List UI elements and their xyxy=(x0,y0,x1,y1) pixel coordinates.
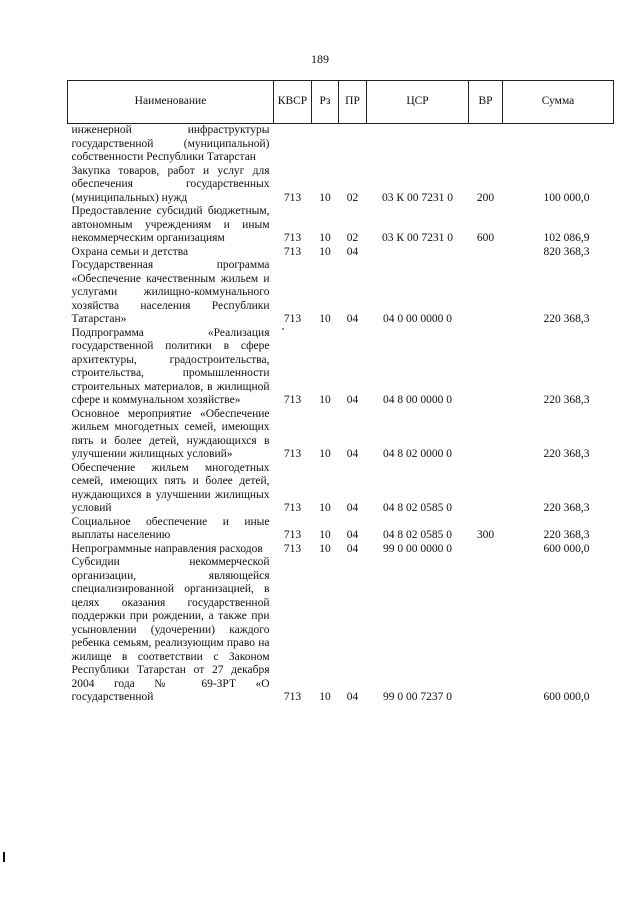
header-vr: ВР xyxy=(469,81,503,124)
cell-sum: 220 368,3 xyxy=(543,313,590,325)
cell-pr: 04 xyxy=(346,448,359,460)
cell-rz: 10 xyxy=(319,245,331,258)
cell-kvsr: 713 xyxy=(283,448,302,460)
cell-csr: 04 8 02 0000 0 xyxy=(383,448,452,460)
table-row xyxy=(68,327,614,408)
cell-vr xyxy=(469,408,503,462)
cell-vr: 600 xyxy=(476,232,495,244)
table-row xyxy=(68,543,614,557)
cell-name: Государственная программа «Обеспечение качественным жильем и услугами жилищно-коммунального хозяйства населения Республики Татарстан» xyxy=(71,259,270,325)
cell-vr xyxy=(469,246,503,260)
cell-rz: 10 xyxy=(319,542,331,555)
cell-pr: 04 xyxy=(346,542,359,555)
cell-vr xyxy=(469,556,503,705)
cell-vr: 300 xyxy=(476,529,495,541)
cell-kvsr: 713 xyxy=(283,691,302,703)
cell-vr: 200 xyxy=(476,191,495,204)
cell-pr: 04 xyxy=(346,529,359,541)
cell-csr: 03 К 00 7231 0 xyxy=(382,191,453,204)
cell-sum: 220 368,3 xyxy=(543,394,590,406)
cell-csr: 04 8 00 0000 0 xyxy=(383,394,452,406)
table-row xyxy=(68,462,614,516)
cell-pr: 04 xyxy=(346,394,359,406)
cell-kvsr: 713 xyxy=(283,394,302,406)
cell-sum: 600 000,0 xyxy=(543,691,590,703)
cell-sum: 220 368,3 xyxy=(543,502,590,514)
scan-dot xyxy=(282,328,284,330)
cell-kvsr xyxy=(274,124,312,165)
cell-kvsr: 713 xyxy=(283,191,302,204)
cell-rz: 10 xyxy=(319,394,331,406)
cell-name: Предоставление субсидий бюджетным, автономным учреждениям и иным некоммерческим организациям xyxy=(71,205,270,244)
cell-pr: 04 xyxy=(346,245,359,258)
cell-kvsr: 713 xyxy=(283,542,302,555)
table-row xyxy=(68,246,614,260)
table-row xyxy=(68,516,614,543)
cell-rz: 10 xyxy=(319,502,331,514)
cell-csr: 99 0 00 7237 0 xyxy=(383,691,452,703)
scan-edge-mark xyxy=(3,852,5,862)
cell-csr xyxy=(367,124,469,165)
table-header-row xyxy=(68,81,614,124)
cell-kvsr: 713 xyxy=(283,502,302,514)
cell-name: Закупка товаров, работ и услуг для обеспечения государственных (муниципальных) нужд xyxy=(71,164,270,204)
header-pr: ПР xyxy=(339,81,367,124)
cell-vr xyxy=(469,259,503,327)
cell-vr xyxy=(469,124,503,165)
cell-sum: 220 368,3 xyxy=(543,529,590,541)
header-rz: Рз xyxy=(312,81,339,124)
cell-kvsr: 713 xyxy=(283,232,302,244)
cell-sum: 100 000,0 xyxy=(543,191,590,204)
cell-vr xyxy=(469,543,503,557)
cell-kvsr: 713 xyxy=(283,313,302,325)
cell-name: Субсидии некоммерческой организации, являющейся специализированной организацией, в целях оказания государственной поддержки при рождении, а также при усыновлении (удочерении) каждого ребенка семьям, реализующим право на жилище в соответствии с Законом Республики Татарстан от 27 декабря 2004 года № 69-ЗРТ «О государственной xyxy=(71,556,270,703)
header-csr: ЦСР xyxy=(367,81,469,124)
cell-csr: 04 8 02 0585 0 xyxy=(383,529,452,541)
cell-pr xyxy=(339,124,367,165)
cell-rz: 10 xyxy=(319,313,331,325)
cell-kvsr: 713 xyxy=(283,245,302,258)
cell-rz: 10 xyxy=(319,232,331,244)
cell-sum: 600 000,0 xyxy=(543,542,590,555)
table-body xyxy=(68,124,614,705)
cell-name: Обеспечение жильем многодетных семей, имеющих пять и более детей, нуждающихся в улучшении жилищных условий xyxy=(71,461,270,514)
table-row xyxy=(68,408,614,462)
cell-csr: 04 0 00 0000 0 xyxy=(383,313,452,325)
cell-rz: 10 xyxy=(319,191,331,204)
header-sum: Сумма xyxy=(503,81,614,124)
table-row xyxy=(68,259,614,327)
cell-pr: 04 xyxy=(346,502,359,514)
cell-name: инженерной инфраструктуры государственной (муниципальной) собственности Республики Татарстан xyxy=(71,124,270,163)
cell-vr xyxy=(469,462,503,516)
cell-sum: 820 368,3 xyxy=(543,245,590,258)
cell-kvsr: 713 xyxy=(283,529,302,541)
cell-pr: 04 xyxy=(346,691,359,703)
cell-name: Основное мероприятие «Обеспечение жильем многодетных семей, имеющих пять и более детей, нуждающихся в улучшении жилищных условий» xyxy=(71,407,270,460)
cell-csr xyxy=(367,246,469,260)
cell-sum: 220 368,3 xyxy=(543,448,590,460)
cell-pr: 02 xyxy=(346,191,359,204)
cell-rz: 10 xyxy=(319,691,331,703)
page-number: 189 xyxy=(311,52,329,66)
cell-csr: 03 К 00 7231 0 xyxy=(382,232,453,244)
cell-sum: 102 086,9 xyxy=(543,232,590,244)
cell-name: Социальное обеспечение и иные выплаты населению xyxy=(71,515,270,541)
table-row xyxy=(68,124,614,165)
table-row xyxy=(68,556,614,705)
budget-table xyxy=(67,80,614,705)
cell-csr: 99 0 00 0000 0 xyxy=(383,542,452,555)
cell-sum xyxy=(503,124,614,165)
cell-rz: 10 xyxy=(319,529,331,541)
table-row xyxy=(68,205,614,246)
cell-name: Подпрограмма «Реализация государственной политики в сфере архитектуры, градостроительства, строительства, промышленности строительных материалов, в жилищной сфере и коммунальном хозяйстве» xyxy=(71,326,270,406)
header-kvsr: КВСР xyxy=(274,81,312,124)
cell-pr: 02 xyxy=(346,232,359,244)
cell-pr: 04 xyxy=(346,313,359,325)
table-row xyxy=(68,165,614,206)
cell-rz: 10 xyxy=(319,448,331,460)
cell-rz xyxy=(312,124,339,165)
cell-csr: 04 8 02 0585 0 xyxy=(383,502,452,514)
cell-vr xyxy=(469,327,503,408)
cell-name: Охрана семьи и детства xyxy=(71,245,189,258)
cell-name: Непрограммные направления расходов xyxy=(71,542,263,555)
header-name: Наименование xyxy=(68,81,274,124)
